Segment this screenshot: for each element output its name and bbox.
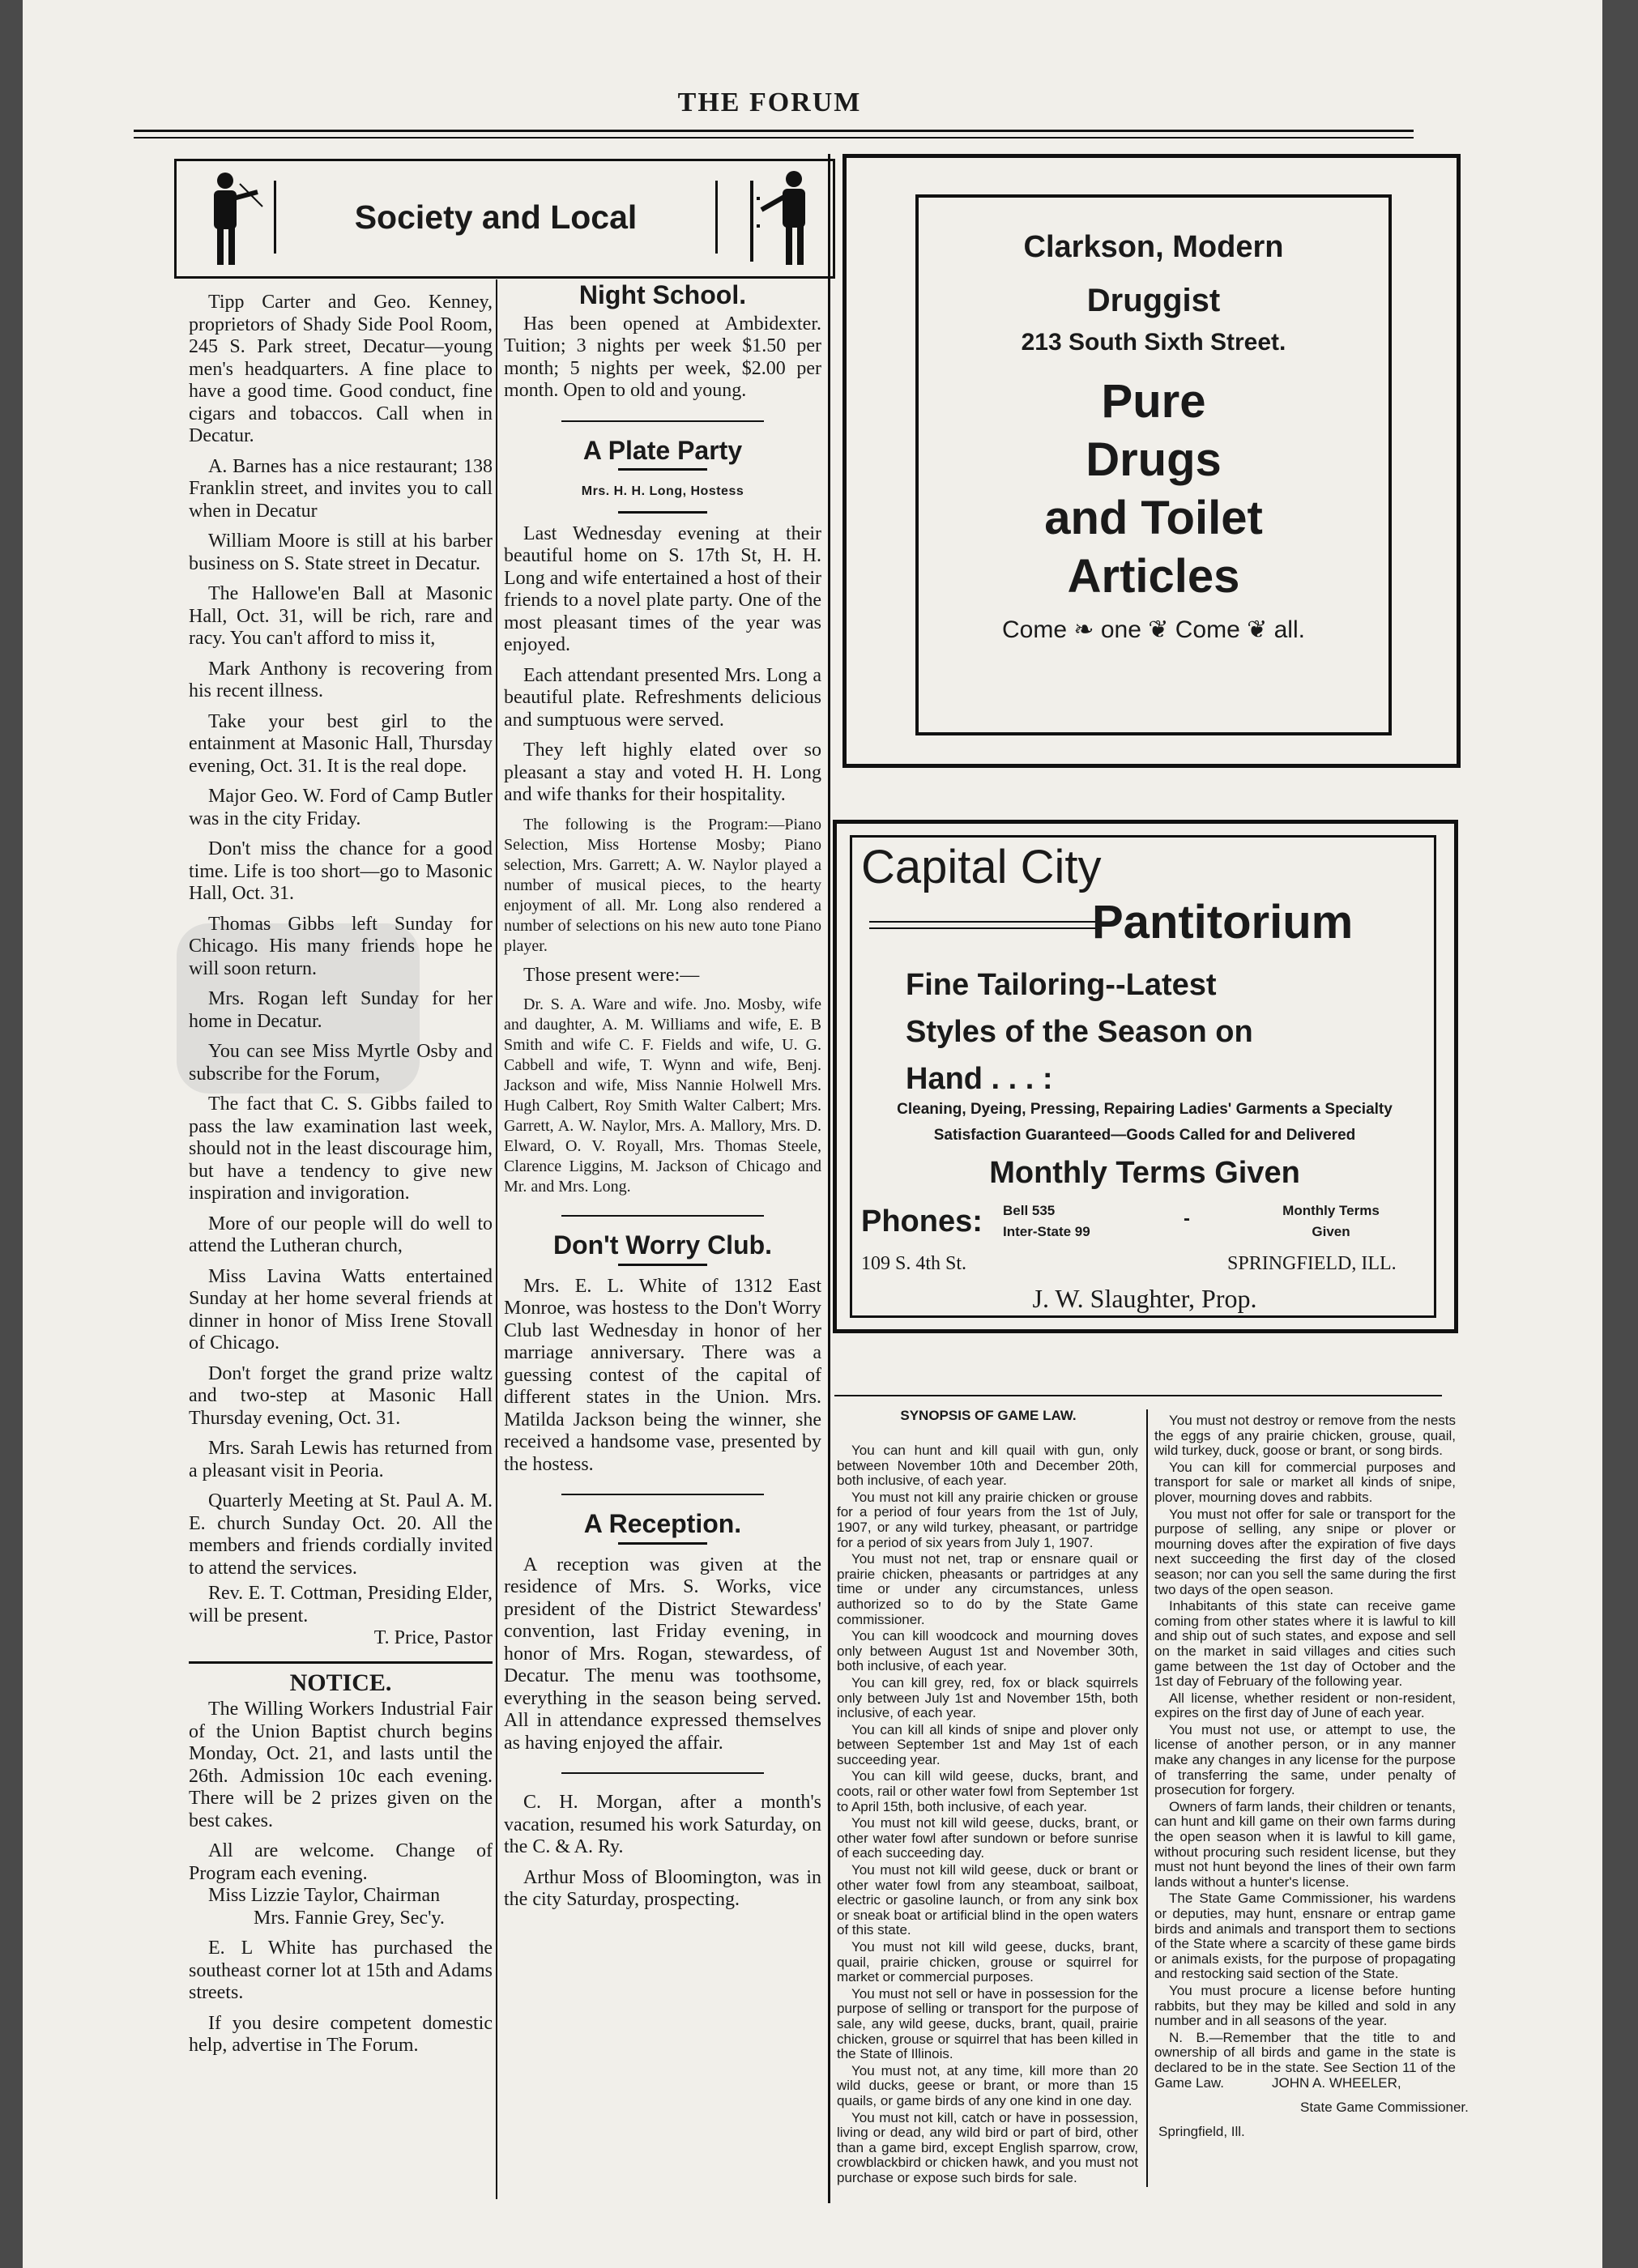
column-rule-2	[828, 154, 830, 2203]
ad-pantitorium-rule-b	[869, 927, 1096, 929]
item-sarah-lewis: Mrs. Sarah Lewis has returned from a pleasant visit in Peoria.	[189, 1438, 493, 1481]
ad-druggist-address: 213 South Sixth Street.	[1021, 329, 1286, 356]
ad-pantitorium-services: Cleaning, Dyeing, Pressing, Repairing Ladies' Garments a Specialty	[897, 1101, 1393, 1118]
masthead-rule-bottom	[134, 137, 1414, 139]
short-rule-3	[618, 1264, 707, 1266]
notice-chairman: Miss Lizzie Taylor, Chairman	[208, 1885, 441, 1906]
item-subscribe: You can see Miss Myrtle Osby and subscribe for the Forum,	[189, 1041, 493, 1085]
game-law-clause: All license, whether resident or non-resident, expires on the first day of June of each year.	[1154, 1690, 1456, 1721]
ad-pantitorium-dash: -	[1184, 1208, 1190, 1230]
ad-pantitorium-proprietor: J. W. Slaughter, Prop.	[1032, 1284, 1257, 1313]
ad-druggist-headline-1: Pure	[1101, 375, 1206, 428]
masthead: THE FORUM	[677, 87, 862, 117]
item-mark-anthony: Mark Anthony is recovering from his recent illness.	[189, 658, 493, 701]
ad-druggist-name: Clarkson, Modern	[1023, 230, 1284, 264]
signature-price: T. Price, Pastor	[373, 1627, 493, 1648]
separator-3	[561, 1494, 764, 1495]
item-moss: Arthur Moss of Bloomington, was in the city Saturday, prospecting.	[504, 1866, 821, 1910]
game-law-clause: Owners of farm lands, their children or tenants, can hunt and kill game on their own farms during the open season when it is lawful to kill game, without procuring such resident license, but they must not hunt beyond the lines of their own farm lands without a hunter's license.	[1154, 1798, 1456, 1890]
notice-title: NOTICE.	[289, 1669, 392, 1696]
ad-druggist-headline-3: and Toilet	[1044, 492, 1263, 544]
item-lutheran: More of our people will do well to attend the Lutheran church,	[189, 1213, 493, 1256]
column-rule-1	[496, 279, 497, 2199]
game-law-clause: The State Game Commissioner, his wardens or deputies, may hunt, ensnare or entrap game birds and animals and transport them to sections of the State where a scarcity of these game birds or animals exists, for the purpose of propagating and restocking said section of the State.	[1154, 1891, 1456, 1982]
game-law-clause: You can hunt and kill quail with gun, only between November 10th and December 20th, both inclusive, of each year.	[837, 1443, 1138, 1489]
game-law-clause: You must not, at any time, kill more than 20 wild ducks, geese or brant, or more than 15 quails, or game birds of any one kind in one day.	[837, 2062, 1138, 2108]
game-law-clause: You can kill all kinds of snipe and plover only between September 1st and May 1st of each succeeding year.	[837, 1721, 1138, 1767]
item-morgan: C. H. Morgan, after a month's vacation, resumed his work Saturday, on the C. & A. Ry.	[504, 1792, 821, 1857]
separator-4	[561, 1772, 764, 1774]
notice-fair: The Willing Workers Industrial Fair of the Union Baptist church begins Monday, Oct. 21, and lasts until the 26th. Admission 10c each evening. There will be 2 prizes given on the best cakes.	[189, 1699, 493, 1831]
notice-welcome: All are welcome. Change of Program each evening.	[189, 1840, 493, 1884]
ad-pantitorium-sub-2: Styles of the Season on	[906, 1015, 1253, 1049]
ad-pantitorium-title-2: Pantitorium	[1092, 896, 1354, 949]
reception-title: A Reception.	[583, 1509, 742, 1538]
ad-pantitorium-subhead	[906, 961, 1253, 1102]
ornament-icon: ❦	[1247, 616, 1268, 643]
ad-pantitorium-sub-1: Fine Tailoring--Latest	[906, 968, 1217, 1002]
game-law-right-column	[1154, 1413, 1456, 2092]
ad-druggist-headline	[919, 373, 1388, 606]
item-waltz: Don't forget the grand prize waltz and two-step at Masonic Hall Thursday evening, Oct. 31.	[189, 1362, 493, 1429]
game-law-clause: Inhabitants of this state can receive game coming from other states where it is lawful to kill and ship out of such states, and expose and sell on the market in said villages and cities such game between the 1st day of October and the 1st day of February of the following year.	[1154, 1598, 1456, 1690]
game-law-clause: You can kill wild geese, ducks, brant, and coots, rail or other water fowl from September 1st to April 15th, both inclusive, of each year.	[837, 1768, 1138, 1814]
ad-pantitorium	[833, 820, 1458, 1333]
game-law-clause: You can kill woodcock and mourning doves only between August 1st and November 30th, both inclusive, of each year.	[837, 1628, 1138, 1674]
ad-pantitorium-terms: Monthly Terms Given	[989, 1156, 1300, 1190]
item-mrs-rogan: Mrs. Rogan left Sunday for her home in Decatur.	[189, 988, 493, 1032]
ad-pantitorium-mt-1: Monthly Terms	[1282, 1203, 1380, 1218]
ad-druggist-headline-2: Drugs	[1086, 433, 1222, 486]
item-quarterly-meeting: Quarterly Meeting at St. Paul A. M. E. church Sunday Oct. 20. All the members and friends cordially invited to attend the services.	[189, 1490, 493, 1579]
ad-druggist	[915, 194, 1392, 735]
separator-2	[561, 1215, 764, 1217]
plate-party-p1: Last Wednesday evening at their beautiful home on S. 17th St, H. H. Long and wife entertained a host of their friends to a novel plate party. One of the most pleasant times of the year was enjoyed.	[504, 522, 821, 655]
game-law-left-column	[837, 1443, 1138, 2188]
game-law-clause: You must not offer for sale or transport for the purpose of selling, any snipe or plover or mourning doves after the expiration of five days next succeeding the first day of the closed season; nor can you sell the same during the first two days of the open season.	[1154, 1506, 1456, 1597]
game-law-clause: You can kill for commercial purposes and transport for sale or market all kinds of snipe, plover, mourning doves and rabbits.	[1154, 1459, 1456, 1505]
short-rule-2	[618, 511, 707, 514]
item-pool-room: Tipp Carter and Geo. Kenney, proprietors of Shady Side Pool Room, 245 S. Park street, Decatur—young men's headquarters. A fine place to have a good time. Good conduct, fine cigars and tobaccos. Call when in Decatur.	[189, 292, 493, 446]
game-law-clause: You must not kill any prairie chicken or grouse for a period of four years from the 1st of July, 1907, or any wild turkey, pheasant, or partridge for a period of six years from July 1, 1907.	[837, 1489, 1138, 1550]
violinist-figure-icon	[193, 169, 266, 271]
column-rule-3	[1146, 1409, 1148, 2187]
game-law-clause: N. B.—Remember that the title to and ownership of all birds and game in the state is declared to be in the state. See Section 11 of the Game Law.	[1154, 2029, 1456, 2091]
notice-rule	[189, 1661, 493, 1664]
item-halloween-ball: The Hallowe'en Ball at Masonic Hall, Oct. 31, will be rich, rare and racy. You can't afford to miss it,	[189, 583, 493, 649]
item-barber: William Moore is still at his barber business on S. State street in Decatur.	[189, 531, 493, 574]
game-law-top-rule	[834, 1395, 1442, 1396]
separator-1	[561, 420, 764, 422]
ad-pantitorium-mt-2: Given	[1312, 1224, 1350, 1239]
notice-secretary: Mrs. Fannie Grey, Sec'y.	[254, 1907, 445, 1929]
section-title: Society and Local	[274, 181, 718, 254]
game-law-clause: You must not kill, catch or have in possession, living or dead, any wild bird or part of bird, other than a game bird, except English sparrow, crow, crowblackbird or chicken hawk, and you must not purchase or expose such birds for sale.	[837, 2109, 1138, 2185]
column-news	[504, 279, 821, 1920]
item-cottman: Rev. E. T. Cottman, Presiding Elder, will be present.	[189, 1583, 493, 1626]
ad-druggist-tagline	[919, 616, 1388, 644]
plate-party-subtitle: Mrs. H. H. Long, Hostess	[581, 484, 744, 498]
short-rule-4	[618, 1542, 707, 1545]
ad-pantitorium-rule-a	[869, 921, 1096, 923]
item-major-ford: Major Geo. W. Ford of Camp Butler was in the city Friday.	[189, 786, 493, 829]
dancer-figure-icon	[744, 168, 825, 271]
ad-druggist-headline-4: Articles	[1067, 550, 1240, 603]
dont-worry-title: Don't Worry Club.	[552, 1230, 773, 1260]
game-law-clause: You must not net, trap or ensnare quail or prairie chicken, pheasants or partridges at any time or under any circumstances, unless authorized so to do by the State Game commissioner.	[837, 1551, 1138, 1627]
game-law-clause: You must not sell or have in possession for the purpose of selling or transport for the purpose of sale, any wild geese, ducks, brant, quail, prairie chicken, grouse or squirrel that has been killed in the State of Illinois.	[837, 1985, 1138, 2062]
item-restaurant: A. Barnes has a nice restaurant; 138 Franklin street, and invites you to call when in Decatur	[189, 455, 493, 522]
dont-worry-text: Mrs. E. L. White of 1312 East Monroe, was hostess to the Don't Worry Club last Wednesday in honor of her marriage anniversary. There was a guessing contest of the capital of different states in the Union. Mrs. Matilda Jackson being the winner, she received a handsome vase, presented by the hostess.	[504, 1275, 821, 1475]
reception-text: A reception was given at the residence of Mrs. S. Works, vice president of the District Stewardess' convention, last Friday evening, in honor of Mrs. Rogan, stewardess, of Decatur. The menu was toothsome, everything in the season being served. All in attendance expressed themselves as having enjoyed the affair.	[504, 1554, 821, 1754]
ad-pantitorium-phone-interstate: Inter-State 99	[1003, 1224, 1090, 1239]
game-law-signature-city: Springfield, Ill.	[1158, 2124, 1245, 2139]
plate-party-p3: They left highly elated over so pleasant a stay and voted H. H. Long and wife thanks for their hospitality.	[504, 740, 821, 805]
game-law-signature-name: JOHN A. WHEELER,	[1272, 2075, 1401, 2091]
plate-party-guests: Dr. S. A. Ware and wife. Jno. Mosby, wife and daughter, A. M. Williams and wife, E. B Smith and wife C. F. Fields and wife, U. G. Cabbell and wife, T. Wynn and wife, Benj. Jackson and wife, Miss Nannie Holwell Mrs. Hugh Calbert, Roy Smith Walter Calbert; Mrs. Garrett, A. W. Naylor, Mrs. A. Mallory, Mrs. D. Elward, O. V. Royall, Mrs. Thomas Steele, Clarence Liggins, M. Jackson of Chicago and Mr. and Mrs. Long.	[504, 995, 821, 1196]
game-law-clause: You must not kill wild geese, ducks, brant, quail, prairie chicken, grouse or squirrel for market or commercial purposes.	[837, 1939, 1138, 1985]
plate-party-present: Those present were:—	[523, 964, 700, 986]
game-law-clause: You must procure a license before hunting rabbits, but they may be killed and sold in any number and in all seasons of the year.	[1154, 1982, 1456, 2029]
plate-party-program: The following is the Program:—Piano Selection, Miss Hortense Mosby; Piano selection, Mrs. Garrett; A. W. Naylor played a number of musical pieces, to the hearty enjoyment of all. Mr. Long also rendered a number of selections on his new auto tone Piano player.	[504, 815, 821, 955]
night-school-title: Night School.	[578, 280, 747, 309]
item-entertainment: Take your best girl to the entainment at Masonic Hall, Thursday evening, Oct. 31. It is the real dope.	[189, 710, 493, 777]
game-law-title: SYNOPSIS OF GAME LAW.	[900, 1408, 1077, 1423]
ad-pantitorium-title-1: Capital City	[861, 841, 1102, 893]
tagline-word-2: one	[1100, 616, 1141, 643]
plate-party-p2: Each attendant presented Mrs. Long a beautiful plate. Refreshments delicious and sumptuous were served.	[504, 664, 821, 731]
tagline-word-4: all.	[1273, 616, 1305, 643]
ad-pantitorium-guarantee: Satisfaction Guaranteed—Goods Called for and Delivered	[933, 1127, 1356, 1144]
ornament-icon: ❦	[1148, 616, 1169, 643]
night-school-text: Has been opened at Ambidexter. Tuition; 3 nights per week $1.50 per month; 5 nights per week, $2.00 per month. Open to old and young.	[504, 313, 821, 401]
game-law-clause: You must not use, or attempt to use, the license of another person, or in any manner make any changes in any license for the purpose of transferring the same, under penalty of prosecution for forgery.	[1154, 1721, 1456, 1798]
masthead-rule-top	[134, 130, 1414, 132]
item-domestic-help: If you desire competent domestic help, advertise in The Forum.	[189, 2012, 493, 2056]
plate-party-title: A Plate Party	[582, 435, 743, 465]
game-law-clause: You must not kill wild geese, ducks, brant, or other water fowl after sundown or before sunrise of each succeeding day.	[837, 1815, 1138, 1861]
ornament-icon: ❧	[1073, 616, 1094, 643]
ad-druggist-title: Druggist	[1086, 283, 1221, 318]
item-lavina-watts: Miss Lavina Watts entertained Sunday at her home several friends at dinner in honor of Miss Irene Stovall of Chicago.	[189, 1265, 493, 1354]
item-white-lot: E. L White has purchased the southeast corner lot at 15th and Adams streets.	[189, 1938, 493, 2003]
game-law-clause: You can kill grey, red, fox or black squirrels only between July 1st and November 15th, both inclusive, of each year.	[837, 1674, 1138, 1721]
game-law-signature-title: State Game Commissioner.	[1300, 2100, 1469, 2115]
ad-pantitorium-city: SPRINGFIELD, ILL.	[1227, 1253, 1397, 1274]
game-law-clause: You must not destroy or remove from the nests the eggs of any prairie chicken, grouse, quail, wild turkey, duck, goose or brant, or song birds.	[1154, 1413, 1456, 1459]
column-society	[189, 292, 493, 2066]
ad-pantitorium-phone-bell: Bell 535	[1003, 1203, 1056, 1218]
item-good-time: Don't miss the chance for a good time. Life is too short—go to Masonic Hall, Oct. 31.	[189, 838, 493, 904]
ad-pantitorium-sub-3: Hand . . . :	[906, 1062, 1053, 1096]
short-rule-1	[618, 468, 707, 471]
item-cs-gibbs: The fact that C. S. Gibbs failed to pass the law examination last week, should not in the least discourage him, but have a tendency to give new inspiration and invigoration.	[189, 1094, 493, 1204]
ad-pantitorium-phones-label: Phones:	[861, 1204, 983, 1238]
tagline-word-1: Come	[1002, 616, 1068, 643]
section-banner	[174, 159, 835, 279]
ad-pantitorium-address: 109 S. 4th St.	[861, 1253, 967, 1274]
tagline-word-3: Come	[1175, 616, 1240, 643]
game-law-clause: You must not kill wild geese, duck or brant or other water fowl from any steamboat, sailboat, electric or gasoline launch, or from any sink box or sneak boat or artificial blind in the open waters of this state.	[837, 1862, 1138, 1938]
item-thomas-gibbs: Thomas Gibbs left Sunday for Chicago. His many friends hope he will soon return.	[189, 913, 493, 979]
